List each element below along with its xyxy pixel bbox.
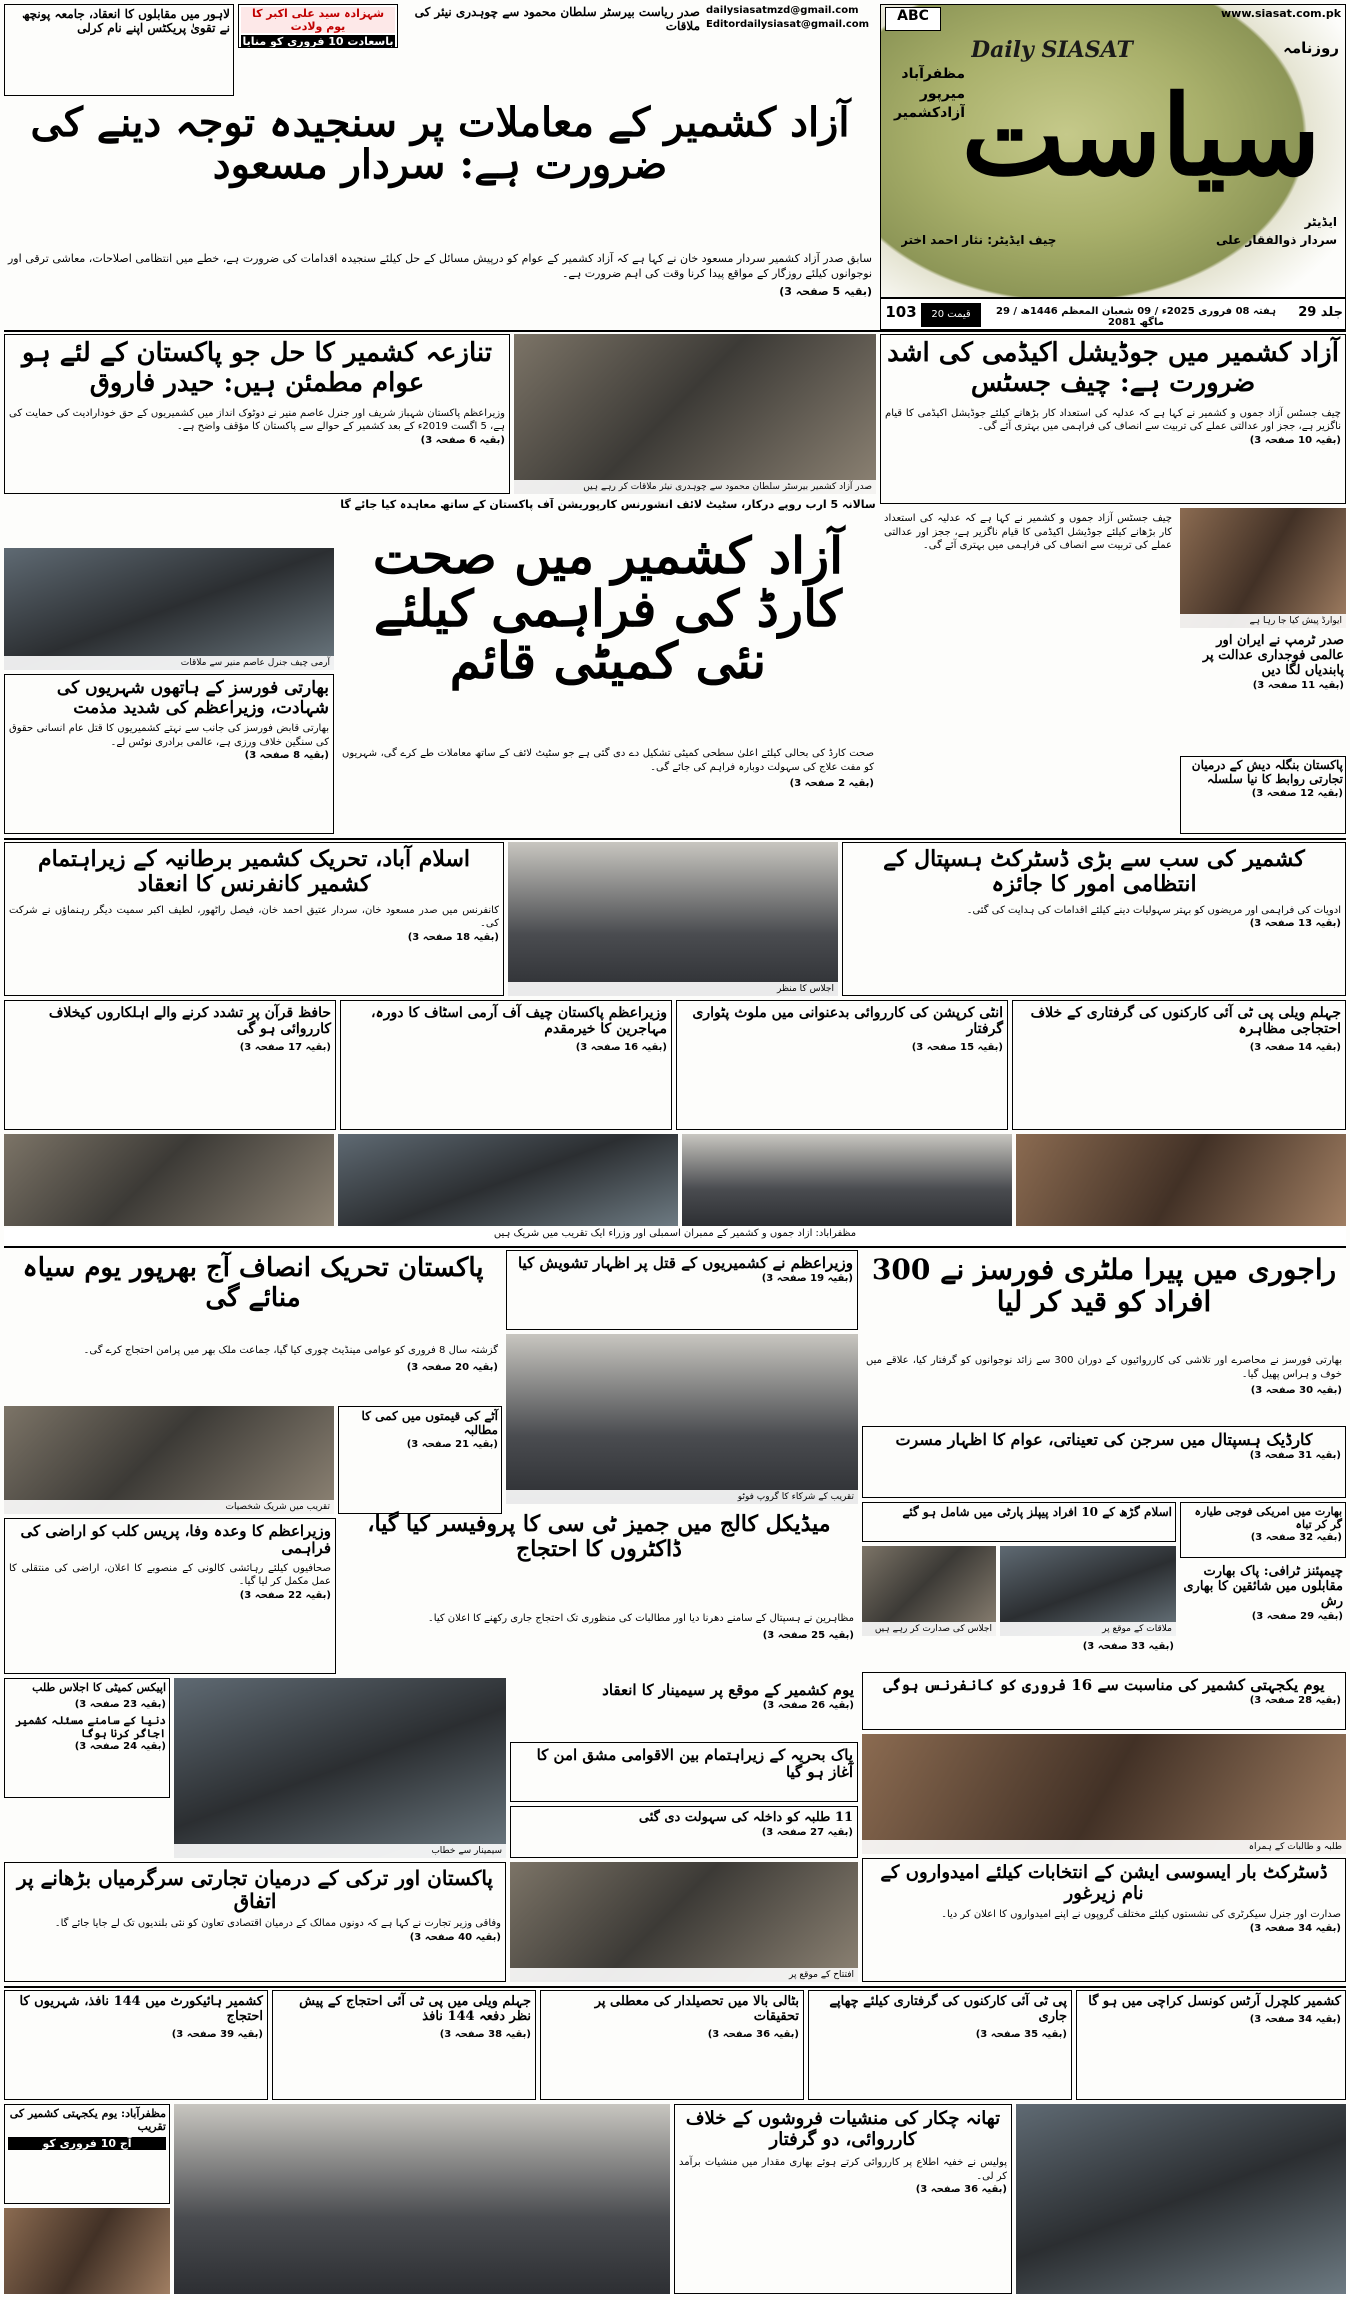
award-photo bbox=[1180, 508, 1346, 628]
lead-story bbox=[4, 96, 876, 246]
pak-bangla-ref: (بقیہ 12 صفحہ 3) bbox=[1251, 787, 1343, 799]
medical-body-text: مظاہرین نے ہسپتال کے سامنے دھرنا دیا اور مطالبات کی منظوری تک احتجاج جاری رکھنے کا اعلان کیا۔ bbox=[427, 1613, 854, 1624]
ppp-join-story bbox=[862, 1502, 1176, 1542]
pak-india-story bbox=[1180, 1562, 1346, 1668]
narcotics-body: پولیس نے خفیہ اطلاع پر کارروائی کرتے ہوئے بھاری مقدار میں منشیات برآمد کر لی۔ bbox=[679, 2157, 1007, 2182]
arrests-headline: راجوری میں پیرا ملٹری فورسز نے 300 افراد کو قید کر لیا bbox=[871, 1253, 1337, 1319]
email-contacts bbox=[706, 4, 876, 34]
email-1[interactable]: dailysiasatmzd@gmail.com bbox=[706, 5, 859, 16]
row3-headline-4: حافظ قرآن پر تشدد کرنے والے اہلکاروں کیخلاف کارروائی ہو گی bbox=[48, 1005, 331, 1038]
hospital-body: ادویات کی فراہمی اور مریضوں کو بہتر سہولیات دینے کیلئے اقدامات کی ہدایت کی گئی۔ bbox=[966, 904, 1341, 916]
lead-headline: آزاد کشمیر کے معاملات پر سنجیدہ توجہ دینے کی ضرورت ہے: سردار مسعود bbox=[30, 99, 850, 188]
islamabad-ref: (بقیہ 18 صفحہ 3) bbox=[407, 931, 499, 943]
narcotics-story bbox=[674, 2104, 1012, 2294]
editor-name: سردار ذوالفقار علی bbox=[1216, 233, 1337, 247]
row3-headline-1: جہلم ویلی پی ٹی آئی کارکنوں کی گرفتاری کے خلاف احتجاجی مظاہرہ bbox=[1030, 1005, 1341, 1038]
ppp-join-headline: اسلام گڑھ کے 10 افراد پیپلز پارٹی میں شامل ہو گئے bbox=[902, 1505, 1172, 1519]
row7-headline-5: کشمیر کلچرل آرٹس کونسل کراچی میں ہو گا bbox=[1088, 1994, 1341, 2009]
row7-ref-4: (بقیہ 35 صفحہ 3) bbox=[975, 2028, 1067, 2040]
kashmir-resolution-story bbox=[4, 334, 510, 494]
row7-story-4 bbox=[808, 1990, 1072, 2100]
assembly-photo-caption: اجلاس کا منظر bbox=[508, 982, 838, 996]
row7-ref-1: (بقیہ 39 صفحہ 3) bbox=[171, 2028, 263, 2040]
side-note-1: دنیا کے سامنے مسئلہ کشمیر اجاگر کرنا ہوگا bbox=[15, 1714, 166, 1740]
meeting-photo-caption: صدر آزاد کشمیر بیرسٹر سلطان محمود سے چوہدری نیئر ملاقات کر رہے ہیں bbox=[514, 480, 876, 494]
pak-india-headline: چیمپئنز ٹرافی: پاک بھارت مقابلوں میں شائقین کا بھاری رش bbox=[1183, 1564, 1343, 1609]
surgeon-story bbox=[862, 1426, 1346, 1498]
red-notice-line-1: شہزادہ سید علی اکبر کا یوم ولادت bbox=[241, 7, 395, 33]
city-mirpur: میرپور bbox=[919, 85, 965, 102]
demand-headline: آٹے کی قیمتوں میں کمی کا مطالبہ bbox=[361, 1409, 498, 1437]
martyrs-headline: بھارتی فورسز کے ہاتھوں شہریوں کی شہادت، وزیراعظم کی شدید مذمت bbox=[56, 678, 329, 718]
strip-photo-2 bbox=[338, 1134, 678, 1226]
students-photo bbox=[862, 1734, 1346, 1854]
kashmir-resolution-body: وزیراعظم پاکستان شہباز شریف اور جنرل عاصم منیر نے دوٹوک انداز میں کشمیریوں کے حق خودارادیت کی حمایت کی ہے، 5 اگست 2019ء کے بعد کشمیر کے حوالے سے پاکستان کا مؤقف واضح ہے۔ bbox=[9, 407, 505, 433]
row3-headline-3: وزیراعظم پاکستان چیف آف آرمی اسٹاف کا دورہ، مہاجرین کا خیرمقدم bbox=[370, 1005, 667, 1038]
journalists-headline: وزیراعظم کا وعدہ وفا، پریس کلب کو اراضی کی فراہمی bbox=[20, 1522, 331, 1558]
issue-number: 103 bbox=[885, 303, 917, 321]
row7-headline-4: پی ٹی آئی کارکنوں کی گرفتاری کیلئے چھاپے جاری bbox=[829, 1994, 1067, 2024]
bottom-left-text: مظفرآباد: یوم یکجہتی کشمیر کی تقریب bbox=[9, 2107, 166, 2133]
garden-story bbox=[510, 1678, 858, 1738]
health-body-text: صحت کارڈ کی بحالی کیلئے اعلیٰ سطحی کمیٹی تشکیل دے دی گئی ہے جو سٹیٹ لائف کے ساتھ معاملات طے کرے گی، شہریوں کو مفت علاج کی سہولت دوبارہ فراہم کی جائے گی۔ bbox=[342, 748, 874, 773]
judicial-body: چیف جسٹس آزاد جموں و کشمیر نے کہا ہے کہ عدلیہ کی استعداد کار بڑھانے کیلئے جوڈیشل اکیڈمی کا قیام ناگزیر ہے، ججز اور عدالتی عملے کی تربیت سے انصاف کی فراہمی میں بہتری آئے گی۔ bbox=[885, 407, 1341, 433]
students-photo-caption: طلبہ و طالبات کے ہمراہ bbox=[862, 1840, 1346, 1854]
ribbon-photo bbox=[510, 1862, 858, 1982]
ribbon-photo-caption: افتتاح کے موقع پر bbox=[510, 1968, 858, 1982]
award-ceremony-photo bbox=[174, 1678, 506, 1858]
ceremony-photo-caption: تقریب کے شرکاء کا گروپ فوٹو bbox=[506, 1490, 858, 1504]
army-photo-caption: آرمی چیف جنرل عاصم منیر سے ملاقات bbox=[4, 656, 334, 670]
side-note-box bbox=[4, 1678, 170, 1798]
medical-story bbox=[340, 1508, 858, 1608]
trade-story bbox=[4, 1862, 506, 1982]
elections-ref: (بقیہ 34 صفحہ 3) bbox=[1249, 1922, 1341, 1934]
pak-bangla-story bbox=[1180, 756, 1346, 834]
city-azad-kashmir: آزادکشمیر bbox=[893, 105, 965, 122]
missile-story bbox=[1180, 1502, 1346, 1558]
navy-story bbox=[510, 1742, 858, 1802]
assembly-photo bbox=[508, 842, 838, 996]
conference-ref: (بقیہ 28 صفحہ 3) bbox=[1249, 1695, 1341, 1707]
martyrs-body: بھارتی قابض فورسز کی جانب سے نہتے کشمیریوں کا قتل عام انسانی حقوق کی سنگین خلاف ورزی ہے، عالمی برادری نوٹس لے۔ bbox=[9, 723, 329, 748]
row7-ref-2: (بقیہ 38 صفحہ 3) bbox=[439, 2028, 531, 2040]
narcotics-ref: (بقیہ 36 صفحہ 3) bbox=[915, 2184, 1007, 2196]
martyrs-ref: (بقیہ 8 صفحہ 3) bbox=[244, 750, 329, 762]
row3-story-1 bbox=[1012, 1000, 1346, 1130]
hospital-story bbox=[842, 842, 1346, 996]
bottom-left-box bbox=[4, 2104, 170, 2204]
top-right-story bbox=[400, 4, 702, 44]
row3-ref-2: (بقیہ 15 صفحہ 3) bbox=[911, 1042, 1003, 1054]
martyrs-story bbox=[4, 674, 334, 834]
row7-story-2 bbox=[272, 1990, 536, 2100]
row7-story-3 bbox=[540, 1990, 804, 2100]
row3-story-4 bbox=[4, 1000, 336, 1130]
demand-story bbox=[338, 1406, 502, 1514]
top-left-headline: لاہور میں مقابلوں کا انعقاد، جامعہ پونچھ نے تقویٰ پریکٹس اپنے نام کرلی bbox=[22, 7, 230, 35]
pak-india-ref: (بقیہ 29 صفحہ 3) bbox=[1251, 1610, 1343, 1622]
army-photo bbox=[4, 548, 334, 670]
ceremony-photo bbox=[506, 1334, 858, 1504]
row7-ref-5: (بقیہ 34 صفحہ 3) bbox=[1249, 2013, 1341, 2025]
office-photo-caption: اجلاس کی صدارت کر رہے ہیں bbox=[862, 1622, 996, 1636]
surgeon-ref: (بقیہ 31 صفحہ 3) bbox=[1249, 1450, 1341, 1462]
row3-headline-2: انٹی کرپشن کی کارروائی بدعنوانی میں ملوث پٹواری گرفتار bbox=[692, 1005, 1003, 1038]
row3-story-3 bbox=[340, 1000, 672, 1130]
arrests-story bbox=[862, 1250, 1346, 1350]
muzaffarabad-ref: (بقیہ 23 صفحہ 3) bbox=[74, 1698, 166, 1710]
row7-headline-1: کشمیر ہائیکورٹ میں 144 نافذ، شہریوں کا احتجاج bbox=[19, 1994, 263, 2024]
strip-photo-1 bbox=[4, 1134, 334, 1226]
email-2[interactable]: Editordailysiasat@gmail.com bbox=[706, 19, 870, 30]
narcotics-headline: تھانہ چکار کی منشیات فروشوں کے خلاف کارروائی، دو گرفتار bbox=[685, 2108, 1001, 2150]
handshake-photo bbox=[1000, 1546, 1176, 1636]
trade-body: وفاقی وزیر تجارت نے کہا ہے کہ دونوں ممالک کے درمیان اقتصادی تعاون کو نئی بلندیوں تک لے جایا جائے گا۔ bbox=[54, 1918, 501, 1929]
judicial-headline: آزاد کشمیر میں جوڈیشل اکیڈمی کی اشد ضرورت ہے: چیف جسٹس bbox=[887, 338, 1339, 398]
journalists-story bbox=[4, 1518, 336, 1674]
missile-ref: (بقیہ 32 صفحہ 3) bbox=[1250, 1532, 1342, 1544]
chief-editor: چیف ایڈیٹر: نثار احمد اختر bbox=[901, 233, 1057, 247]
judicial-body-extra: چیف جسٹس آزاد جموں و کشمیر نے کہا ہے کہ عدلیہ کی استعداد کار بڑھانے کیلئے جوڈیشل اکیڈمی کا قیام ناگزیر ہے، ججز اور عدالتی عملے کی تربیت سے انصاف کی فراہمی میں بہتری آئے گی۔ bbox=[884, 513, 1172, 551]
kashmir-resolution-headline: تنازعہ کشمیر کا حل جو پاکستان کے لئے ہو عوام مطمئن ہیں: حیدر فاروق bbox=[22, 338, 492, 398]
row3-ref-4: (بقیہ 17 صفحہ 3) bbox=[239, 1042, 331, 1054]
row7-headline-2: جہلم ویلی میں پی ٹی آئی احتجاج کے پیش نظر دفعہ 144 نافذ bbox=[299, 1994, 531, 2024]
navy-headline: پاک بحریہ کے زیراہتمام بین الاقوامی مشق امن کا آغاز ہو گیا bbox=[536, 1746, 853, 1782]
islamabad-headline: اسلام آباد، تحریک کشمیر برطانیہ کے زیراہتمام کشمیر کانفرنس کا انعقاد bbox=[37, 846, 471, 898]
handshake-photo-caption: ملاقات کے موقع پر bbox=[1000, 1622, 1176, 1636]
red-notice bbox=[238, 4, 398, 48]
strip-photo-4 bbox=[1016, 1134, 1346, 1226]
pm-concern-ref: (بقیہ 19 صفحہ 3) bbox=[761, 1273, 853, 1285]
lead-ref: (بقیہ 5 صفحہ 3) bbox=[779, 284, 872, 298]
group-photo-caption: تقریب میں شریک شخصیات bbox=[4, 1500, 334, 1514]
ppp-ref-box bbox=[862, 1638, 1176, 1668]
tehreek-story bbox=[4, 1250, 502, 1340]
row3-ref-3: (بقیہ 16 صفحہ 3) bbox=[575, 1042, 667, 1054]
conference-story bbox=[862, 1672, 1346, 1730]
health-headline: آزاد کشمیر میں صحت کارڈ کی فراہمی کیلئے نئی کمیٹی قائم bbox=[372, 526, 844, 690]
masthead bbox=[880, 4, 1346, 330]
office-photo bbox=[862, 1546, 996, 1636]
trump-ref: (بقیہ 11 صفحہ 3) bbox=[1252, 679, 1344, 691]
surgeon-headline: کارڈیک ہسپتال میں سرجن کی تعیناتی، عوام کا اظہار مسرت bbox=[895, 1430, 1313, 1449]
side-note-2: اپیکس کمیٹی کا اجلاس طلب bbox=[32, 1681, 166, 1694]
arrests-body bbox=[862, 1352, 1346, 1422]
hospital-headline: کشمیر کی سب سے بڑی ڈسٹرکٹ ہسپتال کے انتظامی امور کا جائزہ bbox=[883, 846, 1305, 898]
price-badge: قیمت 20 bbox=[921, 303, 981, 327]
website-url[interactable]: www.siasat.com.pk bbox=[1221, 7, 1341, 20]
hospital-ref: (بقیہ 13 صفحہ 3) bbox=[1249, 918, 1341, 930]
judicial-continuation bbox=[880, 508, 1176, 834]
row3-ref-1: (بقیہ 14 صفحہ 3) bbox=[1249, 1042, 1341, 1054]
bottom-left-red: آج 10 فروری کو bbox=[8, 2137, 166, 2150]
photo-strip bbox=[4, 1134, 1346, 1244]
elections-headline: ڈسٹرکٹ بار ایسوسی ایشن کے انتخابات کیلئے امیدواروں کے نام زیرغور bbox=[880, 1862, 1328, 1904]
row7-story-5 bbox=[1076, 1990, 1346, 2100]
tehreek-headline: پاکستان تحریک انصاف آج بھرپور یوم سیاہ منائے گی bbox=[22, 1253, 484, 1313]
elections-story bbox=[862, 1858, 1346, 1982]
garden-ref: (بقیہ 26 صفحہ 3) bbox=[762, 1700, 854, 1712]
date-line: ہفتہ 08 فروری 2025ء / 09 شعبان المعظم 1446ھ / 29 ماگھ 2081 bbox=[996, 306, 1276, 328]
city-muzaffarabad: مظفرآباد bbox=[901, 66, 965, 82]
top-right-headline: صدر ریاست بیرسٹر سلطان محمود سے چوہدری نیئر کی ملاقات bbox=[414, 5, 700, 33]
photo-strip-caption: مظفرآباد: آزاد جموں و کشمیر کے ممبران اسمبلی اور وزراء ایک تقریب میں شریک ہیں bbox=[4, 1228, 1346, 1244]
trump-headline: صدر ٹرمپ نے ایران اور عالمی فوجداری عدالت پر پابندیاں لگا دیں bbox=[1202, 633, 1344, 678]
top-left-story bbox=[4, 4, 234, 96]
garden-headline: یوم کشمیر کے موقع پر سیمینار کا انعقاد bbox=[602, 1681, 854, 1699]
judicial-ref: (بقیہ 10 صفحہ 3) bbox=[1249, 434, 1341, 446]
health-kicker: سالانہ 5 ارب روپے درکار، سٹیٹ لائف انشورنس کارپوریشن آف پاکستان کے ساتھ معاہدہ کیا جائے گا bbox=[340, 498, 876, 511]
lead-body bbox=[4, 250, 876, 320]
tehreek-ref-2: (بقیہ 21 صفحہ 3) bbox=[406, 1438, 498, 1450]
row7-ref-3: (بقیہ 36 صفحہ 3) bbox=[707, 2028, 799, 2040]
trade-ref: (بقیہ 40 صفحہ 3) bbox=[409, 1931, 501, 1943]
award-photo-caption: ایوارڈ پیش کیا جا رہا ہے bbox=[1180, 614, 1346, 628]
pm-concern-story bbox=[506, 1250, 858, 1330]
group-photo bbox=[4, 1406, 334, 1514]
islamabad-body: کانفرنس میں صدر مسعود خان، سردار عتیق احمد خان، فیصل راٹھور، لطیف اکبر سمیت دیگر رہنماؤں نے شرکت کی۔ bbox=[9, 904, 499, 930]
bottom-photo-left bbox=[174, 2104, 670, 2294]
conference-headline: یوم یکجہتی کشمیر کی مناسبت سے 16 فروری کو کانفرنس ہوگی bbox=[883, 1676, 1325, 1694]
medical-headline: میڈیکل کالج میں جمیز ٹی سی کا پروفیسر کیا گیا، ڈاکٹروں کا احتجاج bbox=[367, 1511, 831, 1563]
row3-story-2 bbox=[676, 1000, 1008, 1130]
kashmir-resolution-ref: (بقیہ 6 صفحہ 3) bbox=[420, 434, 505, 446]
student-headline: 11 طلبہ کو داخلہ کی سہولت دی گئی bbox=[638, 1810, 853, 1825]
abc-badge: ABC bbox=[885, 7, 941, 31]
pm-concern-headline: وزیراعظم نے کشمیریوں کے قتل پر اظہار تشویش کیا bbox=[517, 1254, 853, 1272]
red-notice-line-2: باسعادت 10 فروری کو منایا bbox=[241, 35, 395, 48]
row7-story-1 bbox=[4, 1990, 268, 2100]
tehreek-body bbox=[4, 1342, 502, 1402]
tehreek-body-text: گزشتہ سال 8 فروری کو عوامی مینڈیٹ چوری کیا گیا، جماعت ملک بھر میں پرامن احتجاج کرے گی۔ bbox=[83, 1345, 498, 1356]
elections-body: صدارت اور جنرل سیکرٹری کی نشستوں کیلئے مختلف گروپوں نے اپنے امیدواروں کا اعلان کر دیا۔ bbox=[941, 1909, 1341, 1921]
student-story bbox=[510, 1806, 858, 1858]
trump-story bbox=[1180, 632, 1346, 752]
tehreek-ref: (بقیہ 20 صفحہ 3) bbox=[406, 1361, 498, 1373]
journalists-body: صحافیوں کیلئے رہائشی کالونی کے منصوبے کا اعلان، اراضی کی منتقلی کا عمل مکمل کر لیا گیا۔ bbox=[9, 1562, 331, 1587]
meeting-photo bbox=[514, 334, 876, 494]
lead-body-text: سابق صدر آزاد کشمیر سردار مسعود خان نے کہا ہے کہ آزاد کشمیر کے عوام کو درپیش مسائل کے حل کیلئے سنجیدہ اقدامات کی ضرورت ہے، خطے میں انتظامی اصلاحات، معاشی ترقی اور نوجوانوں کیلئے روزگار کے مواقع پیدا کرنا وقت کی اہم ضرورت ہے۔ bbox=[8, 252, 872, 280]
ppp-ref: (بقیہ 33 صفحہ 3) bbox=[1082, 1641, 1174, 1652]
missile-headline: بھارت میں امریکی فوجی طیارہ گر کر تباہ bbox=[1194, 1505, 1342, 1531]
urdu-title: سیاست bbox=[961, 75, 1321, 200]
row7-headline-3: بٹالی بالا میں تحصیلدار کی معطلی پر تحقیقات bbox=[594, 1994, 799, 2024]
journalists-ref: (بقیہ 22 صفحہ 3) bbox=[239, 1589, 331, 1601]
bottom-photo-small bbox=[4, 2208, 170, 2294]
arrests-ref: (بقیہ 30 صفحہ 3) bbox=[1250, 1385, 1342, 1396]
medical-body bbox=[340, 1610, 858, 1674]
latin-title: Daily SIASAT bbox=[971, 37, 1133, 63]
navy-ref: (بقیہ 27 صفحہ 3) bbox=[761, 1826, 853, 1838]
health-body bbox=[340, 745, 876, 835]
date-bar bbox=[881, 297, 1346, 330]
medical-ref: (بقیہ 25 صفحہ 3) bbox=[762, 1629, 854, 1641]
arrests-body-text: بھارتی فورسز نے محاصرے اور تلاشی کی کارروائیوں کے دوران 300 سے زائد نوجوانوں کو گرفتار کیا، علاقے میں خوف و ہراس پھیل گیا۔ bbox=[866, 1355, 1342, 1380]
judicial-story bbox=[880, 334, 1346, 504]
roznama-label: روزنامہ bbox=[1283, 39, 1339, 57]
health-story bbox=[340, 520, 876, 740]
trade-headline: پاکستان اور ترکی کے درمیان تجارتی سرگرمیاں بڑھانے پر اتفاق bbox=[16, 1866, 493, 1913]
strip-photo-3 bbox=[682, 1134, 1012, 1226]
health-ref: (بقیہ 2 صفحہ 3) bbox=[789, 778, 874, 789]
editor-label: ایڈیٹر bbox=[1304, 215, 1337, 229]
volume-label: جلد 29 bbox=[1298, 305, 1343, 320]
award-ceremony-caption: سیمینار سے خطاب bbox=[174, 1844, 506, 1858]
side-note-ref: (بقیہ 24 صفحہ 3) bbox=[74, 1741, 166, 1753]
pak-bangla-headline: پاکستان بنگلہ دیش کے درمیان تجارتی روابط کا نیا سلسلہ bbox=[1191, 758, 1343, 786]
bottom-photo-right bbox=[1016, 2104, 1346, 2294]
islamabad-conference-story bbox=[4, 842, 504, 996]
